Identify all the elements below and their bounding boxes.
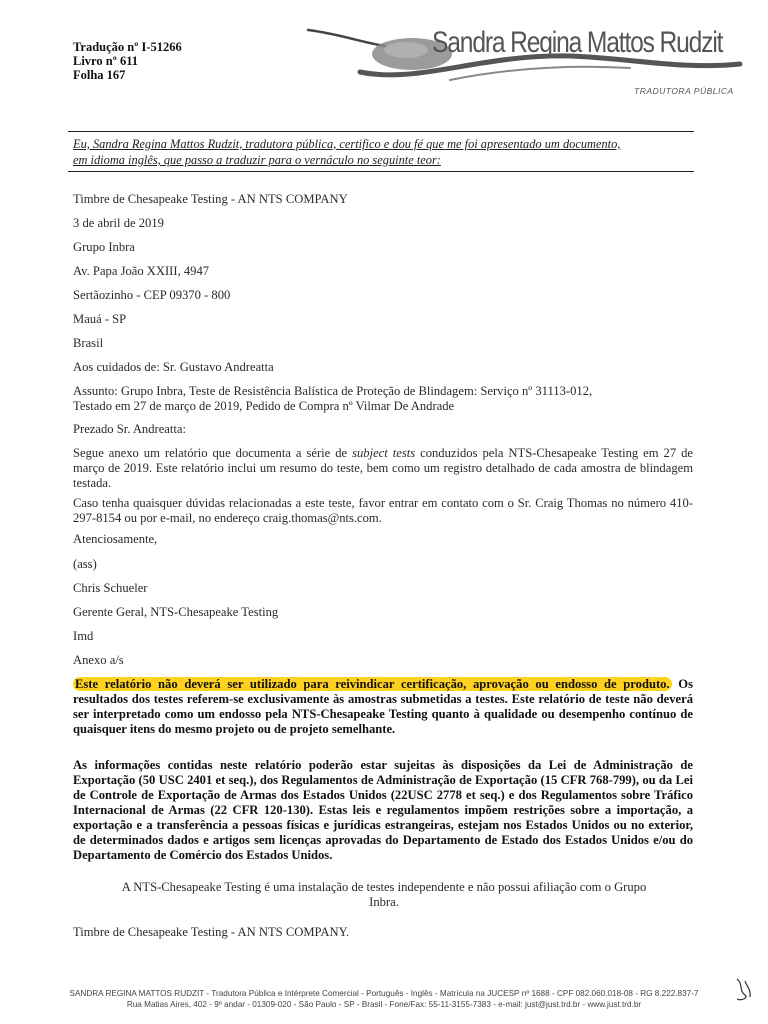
- body-paragraph-1: [73, 446, 693, 491]
- divider-bottom: [68, 171, 694, 172]
- letterhead: Timbre de Chesapeake Testing - AN NTS COMPANY: [73, 192, 348, 206]
- independence-statement: A NTS-Chesapeake Testing é uma instalação de testes independente e não possui afiliação com o Grupo Inbra.: [121, 880, 647, 909]
- subject-line-1: Assunto: Grupo Inbra, Teste de Resistência Balística de Proteção de Blindagem: Serviço nº 31113-012,: [73, 384, 593, 398]
- handwritten-initials: [733, 975, 755, 1003]
- book-number: Livro nº 611: [73, 54, 139, 68]
- disclaimer-rest: Os resultados dos testes referem-se exclusivamente às amostras submetidas a testes. Este relatório de teste não deverá ser interpretado como um endosso pela NTS-Chesapeake Testing quanto à qualidade ou desempenho contínuo de quaisquer itens do mesmo projeto ou de projeto semelhante.: [73, 677, 693, 736]
- enclosure: Anexo a/s: [73, 653, 124, 667]
- signed-mark: (ass): [73, 557, 97, 571]
- body-1-text: Segue anexo um relatório que documenta a série de: [73, 446, 353, 460]
- address-street: Av. Papa João XXIII, 4947: [73, 264, 210, 278]
- address-city: Mauá - SP: [73, 312, 127, 326]
- translator-title: TRADUTORA PÚBLICA: [634, 86, 734, 96]
- disclaimer-notice: [73, 677, 693, 737]
- closing: Atenciosamente,: [73, 532, 158, 546]
- translator-footer: [20, 988, 748, 1010]
- footer-line-1: SANDRA REGINA MATTOS RUDZIT - Tradutora Pública e Intérprete Comercial - Português - Inglês - Matrícula na JUCESP nº 1688 - CPF 082.060.018-08 - RG 8.222.837-7: [69, 989, 699, 998]
- address-city-cep: Sertãozinho - CEP 09370 - 800: [73, 288, 231, 302]
- subject: [73, 384, 693, 414]
- certification-statement: [73, 136, 693, 168]
- salutation: Prezado Sr. Andreatta:: [73, 422, 186, 436]
- body-1-text-end: conduzidos pela NTS-Chesapeake Testing em 27 de março de 2019. Este relatório inclui um resumo do teste, bem como um registro detalhado de cada amostra de blindagem testada.: [73, 446, 693, 490]
- translator-name-logo: Sandra Regina Mattos Rudzit: [432, 26, 723, 59]
- signer-name: Chris Schueler: [73, 581, 148, 595]
- attention-line: Aos cuidados de: Sr. Gustavo Andreatta: [73, 360, 274, 374]
- address-country: Brasil: [73, 336, 104, 350]
- sheet-number: Folha 167: [73, 68, 126, 82]
- highlighted-disclaimer: Este relatório não deverá ser utilizado para reivindicar certificação, aprovação ou endosso de produto.: [75, 677, 670, 691]
- footer-line-2: Rua Matias Aires, 402 - 9º andar - 01309-020 - São Paulo - SP - Brasil - Fone/Fax: 55-11-3155-7383 - e-mail: just@just.trd.br - www.just.trd.br: [126, 1000, 642, 1009]
- export-notice: As informações contidas neste relatório poderão estar sujeitas às disposições da Lei de Administração de Exportação (50 USC 2401 et seq.), dos Regulamentos de Administração de Exportação (15 CFR 768-799), ou da Lei de Controle de Exportação de Armas dos Estados Unidos (22USC 2778 et seq.) e dos Regulamentos sobre Tráfico Internacional de Armas (22 CFR 120-130). Estas leis e regulamentos impõem restrições sobre a importação, a exportação e a transferência a pessoas físicas e jurídicas estrangeiras, estejam nos Estados Unidos ou no exterior, de determinados dados e artigos sem licenças aprovadas do Departamento de Estado dos Estados Unidos e/ou do Departamento de Comércio dos Estados Unidos.: [73, 758, 693, 862]
- body-paragraph-2: Caso tenha quaisquer dúvidas relacionadas a este teste, favor entrar em contato com o Sr. Craig Thomas no número 410-297-8154 ou por e-mail, no endereço craig.thomas@nts.com.: [73, 496, 693, 525]
- certification-line-1: Eu, Sandra Regina Mattos Rudzit, tradutora pública, certifico e dou fé que me foi apresentado um documento,: [73, 137, 621, 151]
- body-1-italic: subject tests: [352, 446, 416, 460]
- divider-top: [68, 131, 694, 132]
- letterhead-end: Timbre de Chesapeake Testing - AN NTS COMPANY.: [73, 925, 350, 939]
- translation-reference: [73, 40, 182, 82]
- subject-line-2: Testado em 27 de março de 2019, Pedido de Compra nº Vilmar De Andrade: [73, 399, 455, 413]
- letter-date: 3 de abril de 2019: [73, 216, 164, 230]
- signer-title: Gerente Geral, NTS-Chesapeake Testing: [73, 605, 279, 619]
- recipient-company: Grupo Inbra: [73, 240, 135, 254]
- initials: Imd: [73, 629, 94, 643]
- certification-line-2: em idioma inglês, que passo a traduzir para o vernáculo no seguinte teor:: [73, 153, 441, 167]
- translation-number: Tradução nº I-51266: [73, 40, 182, 54]
